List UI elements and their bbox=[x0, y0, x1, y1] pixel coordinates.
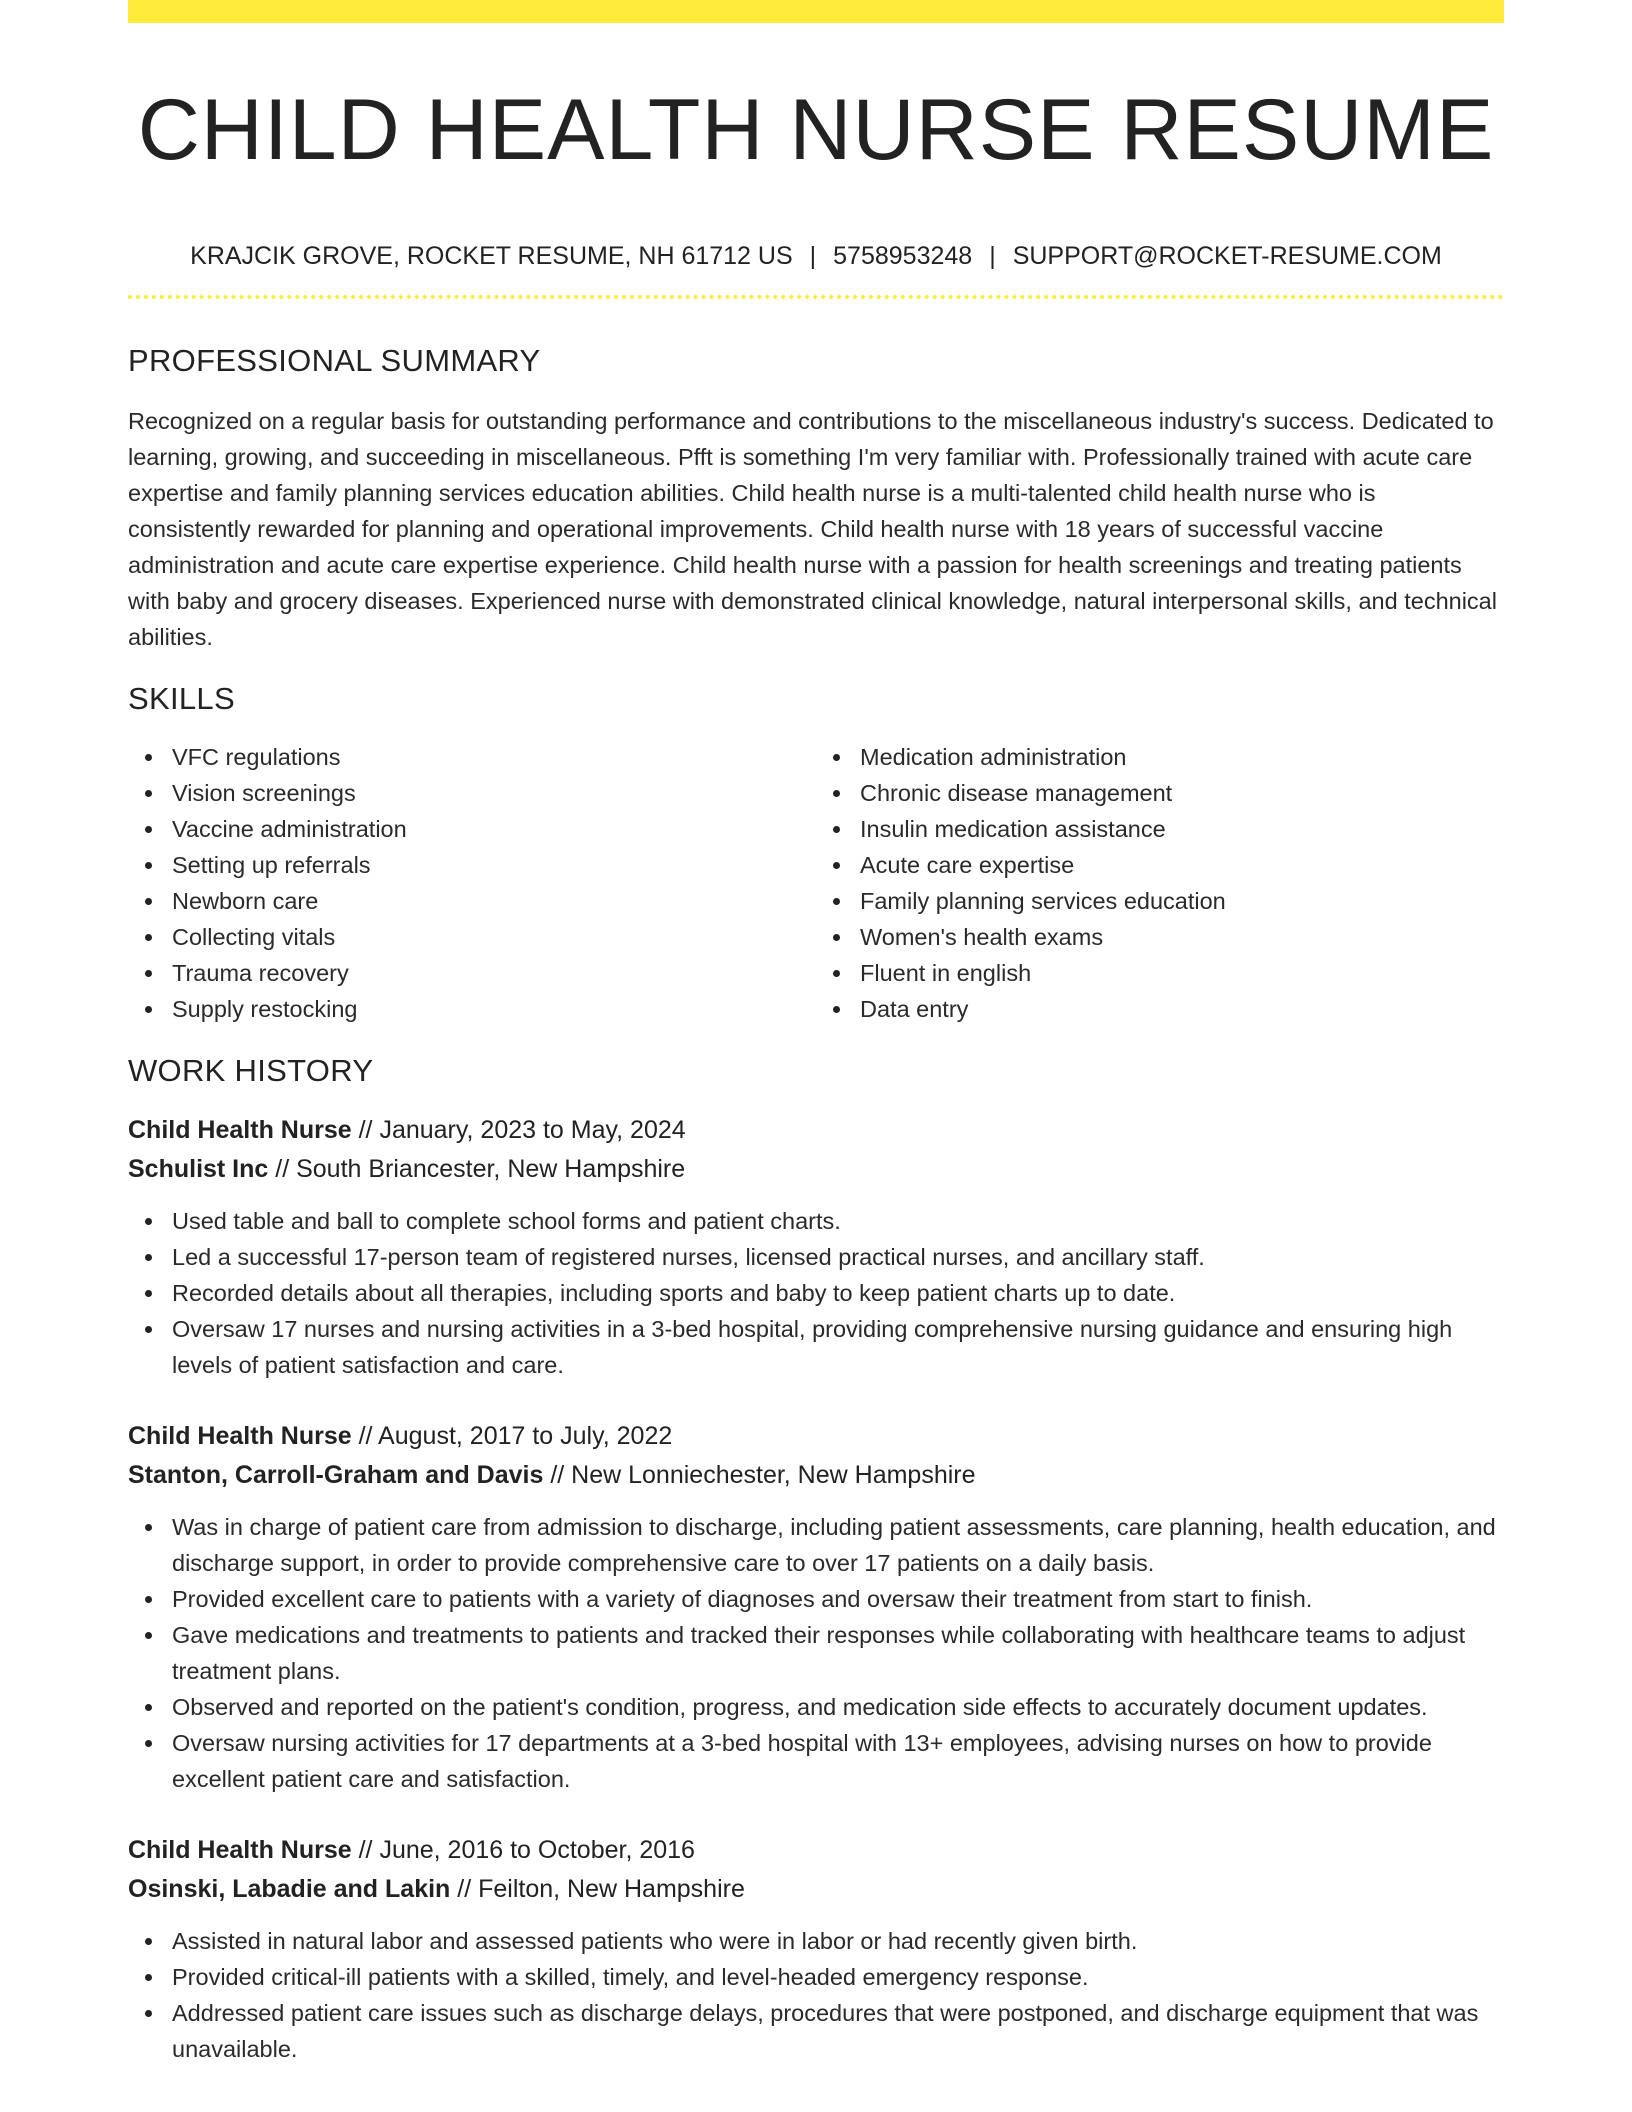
job-title: Child Health Nurse bbox=[128, 1422, 352, 1450]
skill-item: Women's health exams bbox=[816, 919, 1504, 955]
job-bullet: Observed and reported on the patient's condition, progress, and medication side effects to accurately document updates. bbox=[128, 1689, 1504, 1725]
contact-separator: | bbox=[989, 242, 996, 270]
contact-line bbox=[128, 241, 1504, 271]
job-dates: // June, 2016 to October, 2016 bbox=[351, 1836, 695, 1864]
job-company-line bbox=[128, 1150, 1504, 1189]
job-entry bbox=[128, 1111, 1504, 1383]
job-bullets bbox=[128, 1203, 1504, 1383]
skill-item: Fluent in english bbox=[816, 955, 1504, 991]
contact-phone: 5758953248 bbox=[833, 242, 973, 270]
summary-heading: PROFESSIONAL SUMMARY bbox=[128, 343, 541, 378]
job-bullet: Assisted in natural labor and assessed patients who were in labor or had recently given birth. bbox=[128, 1923, 1504, 1959]
page-title: CHILD HEALTH NURSE RESUME bbox=[137, 82, 1495, 178]
skill-item: Data entry bbox=[816, 991, 1504, 1027]
header-divider bbox=[128, 295, 1504, 299]
skill-item: Chronic disease management bbox=[816, 775, 1504, 811]
skill-item: Acute care expertise bbox=[816, 847, 1504, 883]
skills-heading: SKILLS bbox=[128, 681, 235, 716]
skill-item: Collecting vitals bbox=[128, 919, 816, 955]
job-bullet: Led a successful 17-person team of registered nurses, licensed practical nurses, and ancillary staff. bbox=[128, 1239, 1504, 1275]
job-bullet: Provided excellent care to patients with a variety of diagnoses and oversaw their treatment from start to finish. bbox=[128, 1581, 1504, 1617]
job-bullet: Gave medications and treatments to patients and tracked their responses while collaborating with healthcare teams to adjust treatment plans. bbox=[128, 1617, 1504, 1689]
skill-item: Vision screenings bbox=[128, 775, 816, 811]
job-bullets bbox=[128, 1509, 1504, 1797]
job-bullet: Provided critical-ill patients with a skilled, timely, and level-headed emergency response. bbox=[128, 1959, 1504, 1995]
job-bullet: Was in charge of patient care from admission to discharge, including patient assessments, care planning, health education, and discharge support, in order to provide comprehensive care to over 17 patients on a daily basis. bbox=[128, 1509, 1504, 1581]
job-location: // South Briancester, New Hampshire bbox=[268, 1155, 686, 1183]
resume-page bbox=[128, 0, 1504, 2067]
skill-item: Setting up referrals bbox=[128, 847, 816, 883]
top-accent-bar bbox=[128, 0, 1504, 23]
job-bullet: Used table and ball to complete school forms and patient charts. bbox=[128, 1203, 1504, 1239]
job-title: Child Health Nurse bbox=[128, 1836, 352, 1864]
contact-address: KRAJCIK GROVE, ROCKET RESUME, NH 61712 US bbox=[190, 242, 793, 270]
job-title-line bbox=[128, 1111, 1504, 1150]
summary-text: Recognized on a regular basis for outstanding performance and contributions to the miscellaneous industry's success. Dedicated to learning, growing, and succeeding in miscellaneous. Pfft is something I'm very familiar with. Professionally trained with acute care expertise and family planning services education abilities. Child health nurse is a multi-talented child health nurse who is consistently rewarded for planning and operational improvements. Child health nurse with 18 years of successful vaccine administration and acute care expertise experience. Child health nurse with a passion for health screenings and treating patients with baby and grocery diseases. Experienced nurse with demonstrated clinical knowledge, natural interpersonal skills, and technical abilities. bbox=[128, 408, 1497, 650]
skill-item: Vaccine administration bbox=[128, 811, 816, 847]
job-dates: // January, 2023 to May, 2024 bbox=[351, 1116, 686, 1144]
work-history-heading: WORK HISTORY bbox=[128, 1053, 374, 1088]
contact-separator: | bbox=[809, 242, 817, 270]
job-bullet: Addressed patient care issues such as discharge delays, procedures that were postponed, and discharge equipment that was unavailable. bbox=[128, 1995, 1504, 2067]
job-company-line bbox=[128, 1870, 1504, 1909]
job-bullets bbox=[128, 1923, 1504, 2067]
job-title-line bbox=[128, 1831, 1504, 1870]
job-entry bbox=[128, 1417, 1504, 1797]
job-company: Schulist Inc bbox=[128, 1155, 269, 1183]
job-bullet: Recorded details about all therapies, including sports and baby to keep patient charts up to date. bbox=[128, 1275, 1504, 1311]
skill-item: Supply restocking bbox=[128, 991, 816, 1027]
skill-item: Trauma recovery bbox=[128, 955, 816, 991]
job-title-line bbox=[128, 1417, 1504, 1456]
job-bullet: Oversaw 17 nurses and nursing activities in a 3-bed hospital, providing comprehensive nursing guidance and ensuring high levels of patient satisfaction and care. bbox=[128, 1311, 1504, 1383]
skills-column-left bbox=[128, 739, 816, 1027]
job-dates: // August, 2017 to July, 2022 bbox=[351, 1422, 673, 1450]
skills-column-right bbox=[816, 739, 1504, 1027]
job-location: // Feilton, New Hampshire bbox=[450, 1875, 745, 1903]
skill-item: Insulin medication assistance bbox=[816, 811, 1504, 847]
skill-item: Medication administration bbox=[816, 739, 1504, 775]
job-bullet: Oversaw nursing activities for 17 departments at a 3-bed hospital with 13+ employees, advising nurses on how to provide excellent patient care and satisfaction. bbox=[128, 1725, 1504, 1797]
job-company: Stanton, Carroll-Graham and Davis bbox=[128, 1461, 544, 1489]
contact-email: SUPPORT@ROCKET-RESUME.COM bbox=[1012, 242, 1442, 270]
job-entry bbox=[128, 1831, 1504, 2067]
skills-list bbox=[128, 739, 1504, 1027]
skill-item: Family planning services education bbox=[816, 883, 1504, 919]
job-company: Osinski, Labadie and Lakin bbox=[128, 1875, 451, 1903]
job-location: // New Lonniechester, New Hampshire bbox=[543, 1461, 976, 1489]
job-company-line bbox=[128, 1456, 1504, 1495]
job-title: Child Health Nurse bbox=[128, 1116, 352, 1144]
skill-item: Newborn care bbox=[128, 883, 816, 919]
skill-item: VFC regulations bbox=[128, 739, 816, 775]
